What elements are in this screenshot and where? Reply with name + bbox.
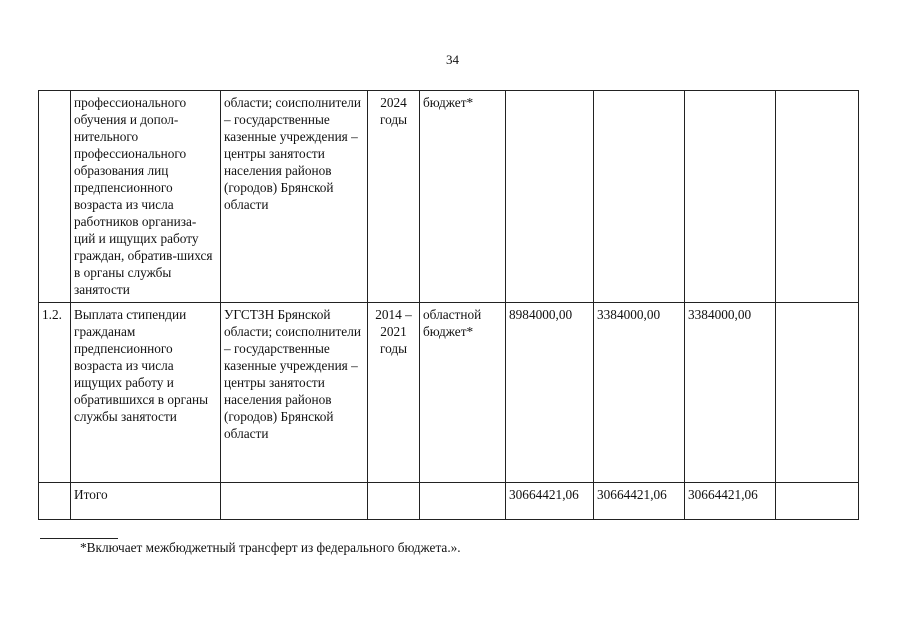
table-row — [39, 303, 859, 483]
footnote-text: *Включает межбюджетный трансферт из федерального бюджета.». — [80, 540, 461, 555]
amount-cell-2: 3384000,00 — [594, 303, 685, 483]
empty-cell — [420, 483, 506, 520]
amount-cell-1 — [506, 91, 594, 303]
total-amount-cell-2: 30664421,06 — [594, 483, 685, 520]
funding-source-cell: бюджет* — [420, 91, 506, 303]
empty-cell — [368, 483, 420, 520]
row-number-cell — [39, 91, 71, 303]
empty-cell — [39, 483, 71, 520]
amount-cell-3: 3384000,00 — [685, 303, 776, 483]
period-cell: 2014 – 2021 годы — [368, 303, 420, 483]
footnote-divider — [40, 538, 118, 539]
total-amount-cell-3: 30664421,06 — [685, 483, 776, 520]
amount-cell-3 — [685, 91, 776, 303]
funding-source-cell: областной бюджет* — [420, 303, 506, 483]
total-row — [39, 483, 859, 520]
measure-name-cell: профессионального обучения и допол-нительного профессионального образования лиц предпенсионного возраста из числа работников организа-ций и ищущих работу граждан, обратив-шихся в органы службы занятости — [71, 91, 221, 303]
row-number-cell: 1.2. — [39, 303, 71, 483]
executor-cell: УГСТЗН Брянской области; соисполнители – государственные казенные учреждения – центры занятости населения районов (городов) Брянской области — [221, 303, 368, 483]
amount-cell-4 — [776, 91, 859, 303]
total-label-cell: Итого — [71, 483, 221, 520]
amount-cell-4 — [776, 303, 859, 483]
measure-name-cell: Выплата стипендии гражданам предпенсионного возраста из числа ищущих работу и обратившихся в органы службы занятости — [71, 303, 221, 483]
budget-table — [38, 90, 859, 520]
total-amount-cell-1: 30664421,06 — [506, 483, 594, 520]
amount-cell-2 — [594, 91, 685, 303]
page-number: 34 — [446, 52, 459, 67]
empty-cell — [221, 483, 368, 520]
executor-cell: области; соисполнители – государственные казенные учреждения – центры занятости населения районов (городов) Брянской области — [221, 91, 368, 303]
table-row — [39, 91, 859, 303]
period-cell: 2024 годы — [368, 91, 420, 303]
total-amount-cell-4 — [776, 483, 859, 520]
amount-cell-1: 8984000,00 — [506, 303, 594, 483]
